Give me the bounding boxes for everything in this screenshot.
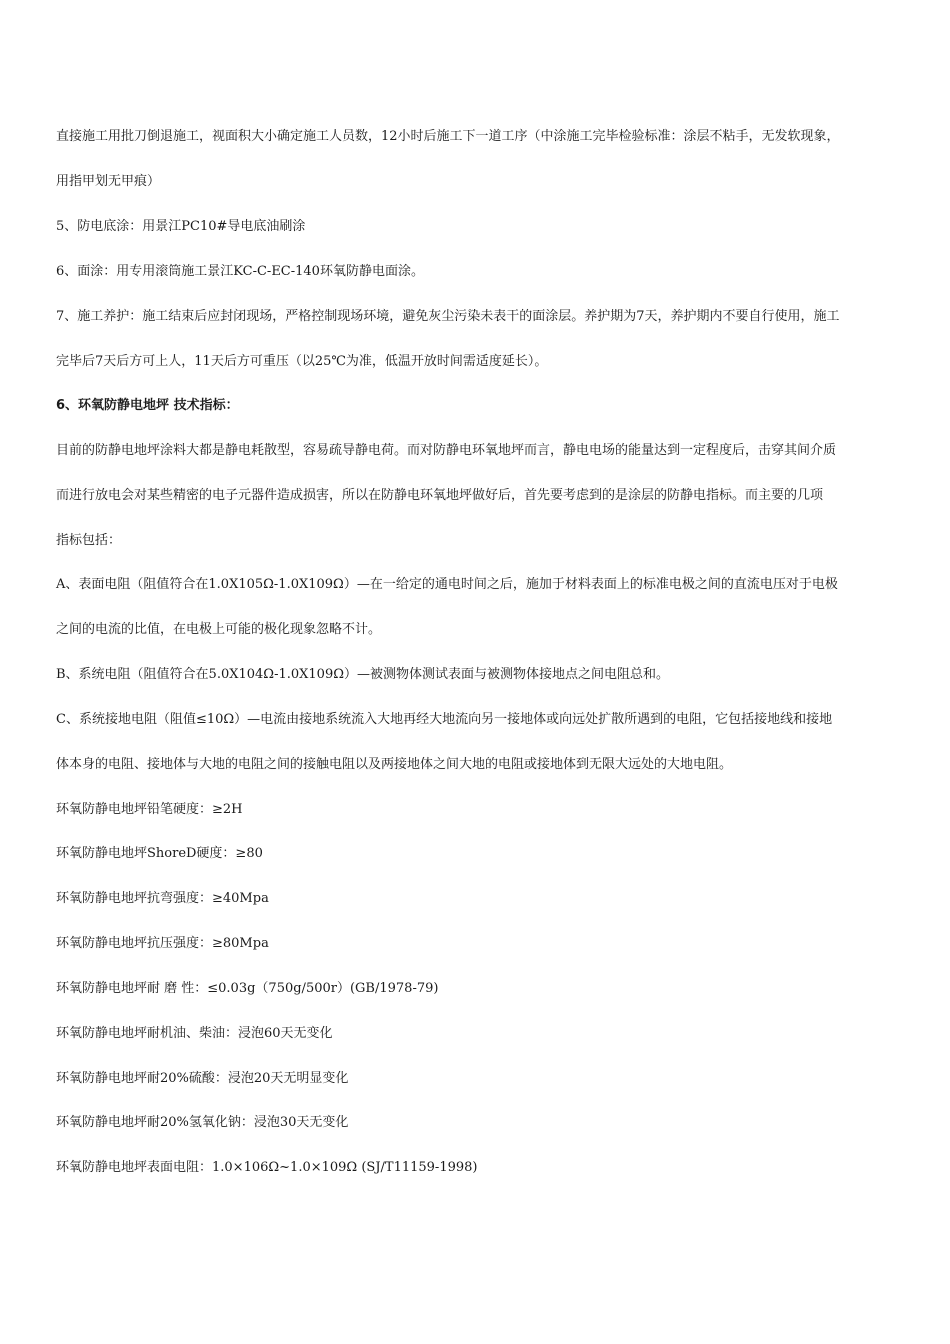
paragraph-line: 直接施工用批刀倒退施工，视面积大小确定施工人员数，12小时后施工下一道工序（中涂施工完毕检验标准：涂层不粘手，无发软现象， bbox=[56, 129, 840, 144]
paragraph-line: 6、面涂：用专用滚筒施工景江KC-C-EC-140环氧防静电面涂。 bbox=[56, 264, 424, 279]
paragraph-line: 目前的防静电地坪涂料大都是静电耗散型，容易疏导静电荷。而对防静电环氧地坪而言，静电电场的能量达到一定程度后，击穿其间介质 bbox=[56, 443, 837, 458]
paragraph-line: 5、防电底涂：用景江PC10#导电底油刷涂 bbox=[56, 219, 306, 234]
spec-item: 环氧防静电地坪耐20%氢氧化钠：浸泡30天无变化 bbox=[56, 1115, 349, 1130]
paragraph-line: 而进行放电会对某些精密的电子元器件造成损害，所以在防静电环氧地坪做好后，首先要考虑到的是涂层的防静电指标。而主要的几项 bbox=[56, 488, 824, 503]
spec-item: 环氧防静电地坪耐 磨 性：≤0.03g（750g/500r）(GB/1978-79) bbox=[56, 981, 439, 996]
spec-item: 环氧防静电地坪ShoreD硬度：≥80 bbox=[56, 846, 263, 861]
paragraph-line: 指标包括： bbox=[56, 533, 122, 548]
section-heading: 6、环氧防静电地坪 技术指标： bbox=[56, 398, 239, 413]
paragraph-line: A、表面电阻（阻值符合在1.0X105Ω-1.0X109Ω）—在一给定的通电时间之后，施加于材料表面上的标准电极之间的直流电压对于电极 bbox=[56, 577, 838, 592]
paragraph-line: 体本身的电阻、接地体与大地的电阻之间的接触电阻以及两接地体之间大地的电阻或接地体到无限大远处的大地电阻。 bbox=[56, 757, 733, 772]
spec-item: 环氧防静电地坪耐机油、柴油：浸泡60天无变化 bbox=[56, 1026, 333, 1041]
paragraph-line: 完毕后7天后方可上人，11天后方可重压（以25℃为准，低温开放时间需适度延长）。 bbox=[56, 354, 548, 369]
spec-item: 环氧防静电地坪铅笔硬度：≥2H bbox=[56, 802, 243, 817]
paragraph-line: B、系统电阻（阻值符合在5.0X104Ω-1.0X109Ω）—被测物体测试表面与被测物体接地点之间电阻总和。 bbox=[56, 667, 669, 682]
spec-item: 环氧防静电地坪抗弯强度：≥40Mpa bbox=[56, 891, 269, 906]
spec-item: 环氧防静电地坪表面电阻：1.0×106Ω~1.0×109Ω (SJ/T11159-1998) bbox=[56, 1160, 478, 1175]
paragraph-line: 7、施工养护：施工结束后应封闭现场，严格控制现场环境，避免灰尘污染未表干的面涂层。养护期为7天，养护期内不要自行使用，施工 bbox=[56, 309, 840, 324]
paragraph-line: 用指甲划无甲痕） bbox=[56, 174, 161, 189]
paragraph-line: 之间的电流的比值，在电极上可能的极化现象忽略不计。 bbox=[56, 622, 382, 637]
spec-item: 环氧防静电地坪抗压强度：≥80Mpa bbox=[56, 936, 269, 951]
paragraph-line: C、系统接地电阻（阻值≤10Ω）—电流由接地系统流入大地再经大地流向另一接地体或向远处扩散所遇到的电阻，它包括接地线和接地 bbox=[56, 712, 833, 727]
spec-item: 环氧防静电地坪耐20%硫酸：浸泡20天无明显变化 bbox=[56, 1071, 349, 1086]
